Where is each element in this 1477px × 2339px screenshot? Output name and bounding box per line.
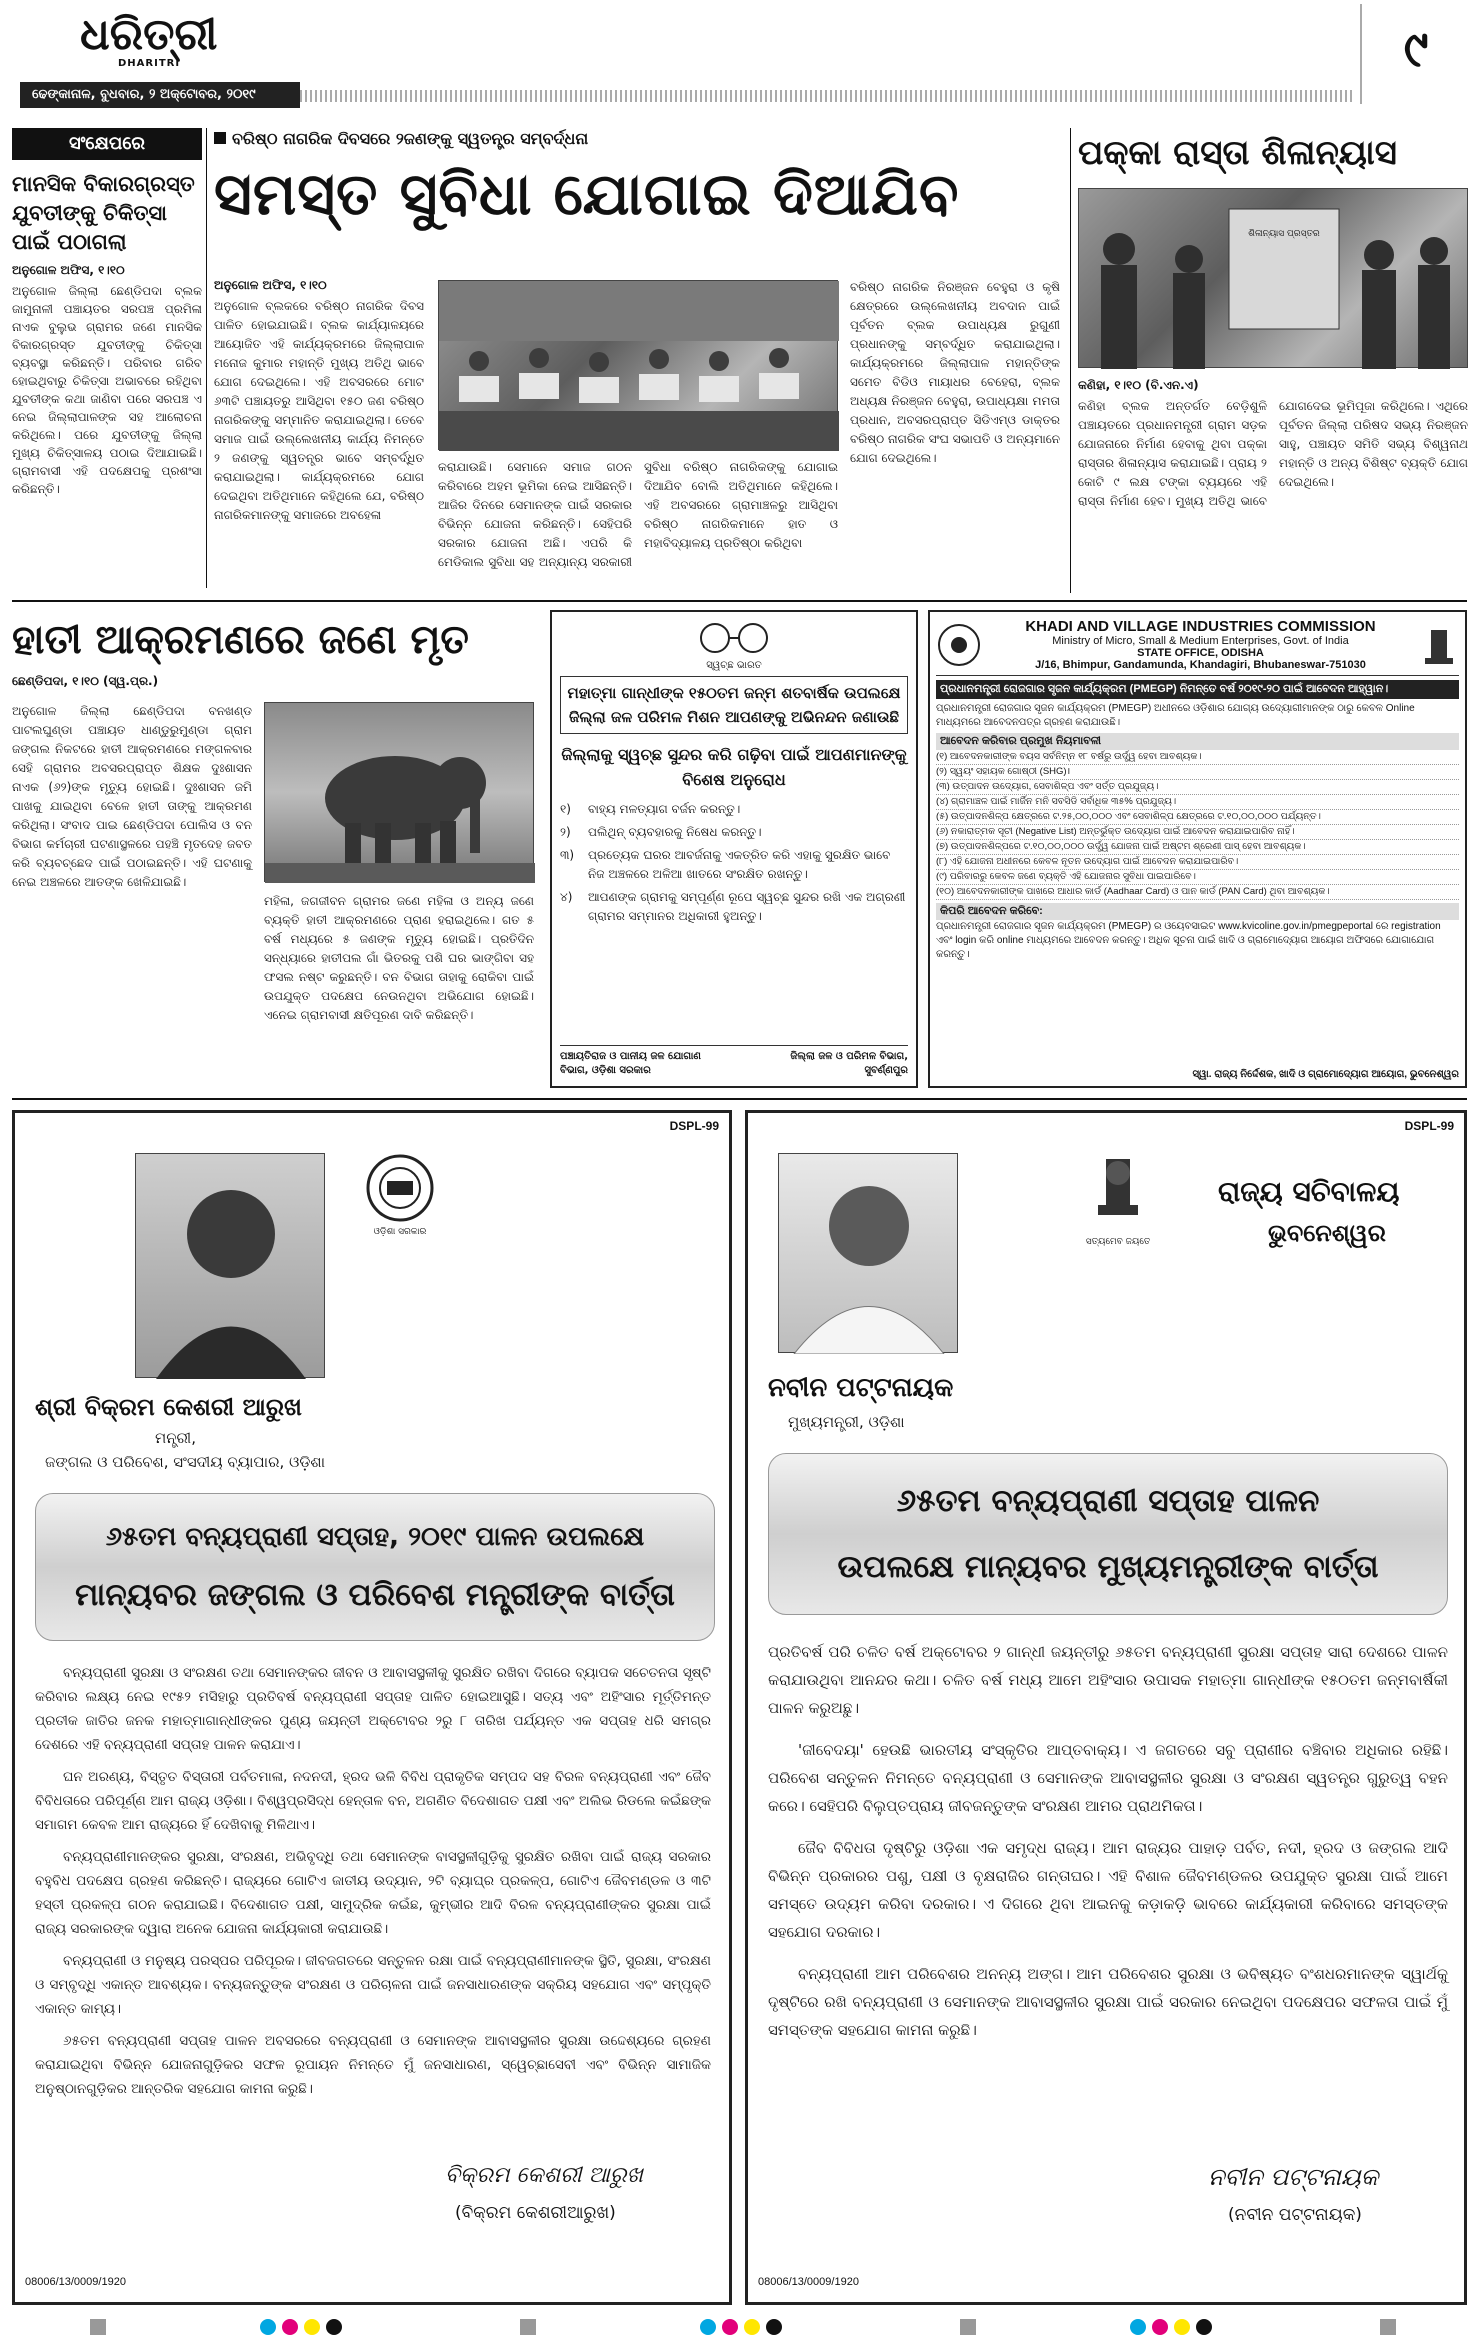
list-item [560, 888, 908, 926]
grey-block-icon [960, 2319, 976, 2335]
grey-block-icon [1380, 2319, 1396, 2335]
item-text: ଆପଣଙ୍କ ଗ୍ରାମକୁ ସମ୍ପୂର୍ଣ୍ଣ ରୂପେ ସ୍ୱଚ୍ଛ ସୁନ୍ଦର ରଖି ଏକ ଅଗ୍ରଣୀ ଗ୍ରାମର ସମ୍ମାନର ଅଧିକାରୀ ହୁଅନ୍ତୁ। [588, 890, 906, 923]
minister-banner [35, 1493, 715, 1641]
cyan-dot-icon [260, 2319, 276, 2335]
rule-item: (୪) ଗ୍ରାମାଞ୍ଚଳ ପାଇଁ ମାର୍ଜିନ ମନି ସବସିଡି ସର୍ବାଧିକ ୩୫% ପ୍ରଯୁଜ୍ୟ। [936, 795, 1459, 810]
cm-ad [745, 1110, 1467, 2305]
message-paragraph: ପ୍ରତିବର୍ଷ ପରି ଚଳିତ ବର୍ଷ ଅକ୍ଟୋବର ୨ ଗାନ୍ଧୀ ଜୟନ୍ତୀରୁ ୬୫ତମ ବନ୍ୟପ୍ରାଣୀ ସୁରକ୍ଷା ସପ୍ତାହ ସାରା ଦେଶରେ ପାଳନ କରାଯାଉଥିବା ଆନନ୍ଦର କଥା। ଚଳିତ ବର୍ଷ ମଧ୍ୟ ଆମେ ଅହିଂସାର ଉପାସକ ମହାତ୍ମା ଗାନ୍ଧୀଙ୍କ ୧୫୦ତମ ଜନ୍ମବାର୍ଷିକୀ ପାଳନ କରୁଅଛୁ। [768, 1643, 1448, 1717]
jal-logo-caption: ସ୍ୱଚ୍ଛ ଭାରତ [706, 660, 762, 671]
minister-banner-line2: ମାନ୍ୟବର ଜଙ୍ଗଲ ଓ ପରିବେଶ ମନ୍ତ୍ରୀଙ୍କ ବାର୍ତ୍ତା [75, 1577, 675, 1613]
cm-banner [768, 1453, 1448, 1615]
road-story [1078, 128, 1468, 593]
kvic-banner: ପ୍ରଧାନମନ୍ତ୍ରୀ ରୋଜଗାର ସୃଜନ କାର୍ଯ୍ୟକ୍ରମ (PMEGP) ନିମନ୍ତେ ବର୍ଷ ୨୦୧୯-୨୦ ପାଇଁ ଆବେଦନ ଆହ୍ୱାନ। [936, 680, 1459, 699]
brief-headline: ମାନସିକ ବିକାରଗ୍ରସ୍ତ ଯୁବତୀଙ୍କୁ ଚିକିତ୍ସା ପାଇଁ ପଠାଗଲା [12, 172, 195, 254]
kvic-ministry: Ministry of Micro, Small & Medium Enterprises, Govt. of India [1052, 635, 1349, 647]
kvic-header [936, 618, 1459, 676]
kicker-text: ବରିଷ୍ଠ ନାଗରିକ ଦିବସରେ ୨ଜଣଙ୍କୁ ସ୍ୱତନ୍ତ୍ର ସମ୍ବର୍ଦ୍ଧନା [232, 129, 589, 148]
kvic-rules-title: ଆବେଦନ କରିବାର ପ୍ରମୁଖ ନିୟମାବଳୀ [936, 733, 1459, 750]
kicker-square-icon [214, 132, 226, 144]
black-dot-icon [766, 2319, 782, 2335]
jal-subtitle: ଜିଲ୍ଲାକୁ ସ୍ୱଚ୍ଛ ସୁନ୍ଦର କରି ଗଢ଼ିବା ପାଇଁ ଆପଣମାନଙ୍କୁ ବିଶେଷ ଅନୁରୋଧ [561, 745, 907, 789]
crowd-illustration [439, 281, 839, 451]
kvic-rules [936, 750, 1459, 900]
main-col2-text: କରାଯାଉଛି। ସେମାନେ ସମାଜ ଗଠନ କରିବାରେ ଅହମ ଭୂମିକା ନେଇ ଆସିଛନ୍ତି। ଆଜିର ଦିନରେ ସେମାନଙ୍କ ପାଇଁ ସରକାର ବିଭିନ୍ନ ଯୋଜନା କରିଛନ୍ତି। ସେହିପରି ସରକାର ଯୋଜନା ଅଛି। ଏପରି କି ମେଡିକାଲ ସୁବିଧା ସହ ଅନ୍ୟାନ୍ୟ ସରକାରୀ ସୁବିଧା ବରିଷ୍ଠ ନାଗରିକଙ୍କୁ ଯୋଗାଇ ଦିଆଯିବ ବୋଲି ଅତିଥିମାନେ କହିଥିଲେ। ଏହି ଅବସରରେ ଗ୍ରାମାଞ୍ଚଳରୁ ଆସିଥିବା ବରିଷ୍ଠ ନାଗରିକମାନେ ହାତ ଓ ମହାବିଦ୍ୟାଳୟ ପ୍ରତିଷ୍ଠା କରିଥିବା [438, 460, 838, 569]
jal-title: ମହାତ୍ମା ଗାନ୍ଧୀଙ୍କ ୧୫୦ତମ ଜନ୍ମ ଶତବାର୍ଷିକ ଉପଲକ୍ଷେ ଜିଲ୍ଲା ଜଳ ପରିମଳ ମିଶନ ଆପଣଙ୍କୁ ଅଭିନନ୍ଦନ ଜଣାଉଛି [560, 676, 908, 734]
masthead-logo [80, 8, 250, 78]
logo-sub: DHARITRI [118, 58, 181, 69]
yellow-dot-icon [744, 2319, 760, 2335]
main-col3-text: ବରିଷ୍ଠ ନାଗରିକ ନିରଞ୍ଜନ ବେହୁରା ଓ କୃଷି କ୍ଷେତ୍ରରେ ଉଲ୍ଲେଖନୀୟ ଅବଦାନ ପାଇଁ ପୂର୍ବତନ ବ୍ଲକ ଉପାଧ୍ୟକ୍ଷ ରୁଗୁଣୀ ପ୍ରଧାନଙ୍କୁ ସମ୍ବର୍ଦ୍ଧିତ କରାଯାଇଥିଲା। କାର୍ଯ୍ୟକ୍ରମରେ ଜିଲ୍ଲାପାଳ ମହାନ୍ତିଙ୍କ ସମେତ ବିଡିଓ ମାୟାଧର ବେହେରା, ବ୍ଲକ ଅଧ୍ୟକ୍ଷ ନିରଞ୍ଜନ ବେହୁରା, ଉପାଧ୍ୟକ୍ଷା ମମତା ପ୍ରଧାନ, ଅବସରପ୍ରାପ୍ତ ସିଡିଏମ୍ଓ ଡାକ୍ତର ବରିଷ୍ଠ ନାଗରିକ ସଂଘ ସଭାପତି ଓ ଅନ୍ୟମାନେ ଯୋଗ ଦେଇଥିଲେ। [850, 280, 1060, 465]
cm-ref: 08006/13/0009/1920 [758, 2276, 859, 2288]
cyan-dot-icon [1130, 2319, 1146, 2335]
brief-dateline: ଅନୁଗୋଳ ଅଫିସ, ୧।୧୦ [12, 263, 125, 277]
elephant-col2 [264, 892, 534, 1025]
rule-item: (୭) ଉତ୍ପାଦନଶିଳ୍ପରେ ଟ.୧୦,୦୦,୦୦୦ ଉର୍ଦ୍ଧ୍ୱ ଯୋଜନା ପାଇଁ ଅଷ୍ଟମ ଶ୍ରେଣୀ ପାସ୍ ହେବା ଆବଶ୍ୟକ। [936, 840, 1459, 855]
kvic-address: J/16, Bhimpur, Gandamunda, Khandagiri, Bhubaneswar-751030 [1035, 659, 1366, 671]
road-headline: ପକ୍କା ରାସ୍ତା ଶିଳାନ୍ୟାସ [1078, 133, 1397, 173]
kvic-title: KHADI AND VILLAGE INDUSTRIES COMMISSION [1025, 618, 1376, 635]
message-paragraph: ବନ୍ୟପ୍ରାଣୀମାନଙ୍କର ସୁରକ୍ଷା, ସଂରକ୍ଷଣ, ଅଭିବୃଦ୍ଧି ତଥା ସେମାନଙ୍କ ବାସସ୍ଥଳୀଗୁଡ଼ିକୁ ସୁରକ୍ଷିତ ରଖିବା ପାଇଁ ରାଜ୍ୟ ସରକାର ବହୁବିଧ ପଦକ୍ଷେପ ଗ୍ରହଣ କରିଛନ୍ତି। ରାଜ୍ୟରେ ଗୋଟିଏ ଜାତୀୟ ଉଦ୍ୟାନ, ୨ଟି ବ୍ୟାଘ୍ର ପ୍ରକଳ୍ପ, ଗୋଟିଏ ଜୈବମଣ୍ଡଳ ଓ ୩ଟି ହସ୍ତୀ ପ୍ରକଳ୍ପ ଗଠନ କରାଯାଇଛି। ବିଦେଶାଗତ ପକ୍ଷୀ, ସାମୁଦ୍ରିକ କଇଁଛ, କୁମ୍ଭୀର ଆଦି ବିରଳ ବନ୍ୟପ୍ରାଣୀଙ୍କର ସୁରକ୍ଷା ପାଇଁ ରାଜ୍ୟ ସରକାରଙ୍କ ଦ୍ୱାରା ଅନେକ ଯୋଜନା କାର୍ଯ୍ୟକାରୀ କରାଯାଉଛି। [35, 1849, 711, 1937]
cm-photo [778, 1153, 958, 1353]
minister-ref: 08006/13/0009/1920 [25, 2276, 126, 2288]
black-dot-icon [1196, 2319, 1212, 2335]
rule-item: (୧୦) ଆବେଦନକାରୀଙ୍କ ପାଖରେ ଆଧାର କାର୍ଡ (Aadhaar Card) ଓ ପାନ କାର୍ଡ (PAN Card) ଥିବା ଆବଶ୍ୟକ। [936, 885, 1459, 900]
main-headline: ସମସ୍ତ ସୁବିଧା ଯୋଗାଇ ଦିଆଯିବ [214, 160, 960, 228]
dateline: ଢେଙ୍କାନାଳ, ବୁଧବାର, ୨ ଅକ୍ଟୋବର, ୨୦୧୯ [32, 87, 256, 102]
brief-section [12, 128, 202, 588]
main-col3 [850, 278, 1060, 468]
main-col2 [438, 458, 838, 572]
cm-designation: ମୁଖ୍ୟମନ୍ତ୍ରୀ, ଓଡ଼ିଶା [788, 1413, 905, 1431]
elephant-col2-text: ମହିଳା, ଜଗଜୀବନ ଗ୍ରାମର ଜଣେ ମହିଳା ଓ ଅନ୍ୟ ଜଣେ ବ୍ୟକ୍ତି ହାତୀ ଆକ୍ରମଣରେ ପ୍ରାଣ ହରାଇଥିଲେ। ଗତ ୫ ବର୍ଷ ମଧ୍ୟରେ ୫ ଜଣଙ୍କ ମୃତ୍ୟୁ ହୋଇଛି। ପ୍ରତିଦିନ ସନ୍ଧ୍ୟାରେ ହାତୀପଲ ଗାଁ ଭିତରକୁ ପଶି ଘର ଭାଙ୍ଗିବା ସହ ଫସଲ ନଷ୍ଟ କରୁଛନ୍ତି। ବନ ବିଭାଗ ତାହାକୁ ରୋକିବା ପାଇଁ ଉପଯୁକ୍ତ ପଦକ୍ଷେପ ନେଉନଥିବା ଅଭିଯୋଗ ହୋଇଛି। ଏନେଇ ଗ୍ରାମବାସୀ କ୍ଷତିପୂରଣ ଦାବି କରିଛନ୍ତି। [264, 894, 534, 1022]
cm-office-line2: ଭୁବନେଶ୍ୱର [1268, 1219, 1386, 1247]
rule-item: (୯) ପରିବାରରୁ କେବଳ ଜଣେ ବ୍ୟକ୍ତି ଏହି ଯୋଜନାର ସୁବିଧା ପାଇପାରିବେ। [936, 870, 1459, 885]
magenta-dot-icon [722, 2319, 738, 2335]
grey-block-icon [520, 2319, 536, 2335]
kvic-intro: ପ୍ରଧାନମନ୍ତ୍ରୀ ରୋଜଗାର ସୃଜନ କାର୍ଯ୍ୟକ୍ରମ (PMEGP) ଅଧୀନରେ ଓଡ଼ିଶାର ଯୋଗ୍ୟ ଉଦ୍ୟୋଗୀମାନଙ୍କ ଠାରୁ କେବଳ Online ମାଧ୍ୟମରେ ଆବେଦନପତ୍ର ଗ୍ରହଣ କରାଯାଉଛି। [936, 703, 1415, 728]
list-item [560, 846, 908, 884]
dateline-bar [20, 82, 300, 108]
yellow-dot-icon [1174, 2319, 1190, 2335]
logo-text: ଧରିତ୍ରୀ [80, 9, 218, 60]
list-item [560, 823, 908, 842]
ceremony-illustration [1079, 189, 1469, 369]
ashoka-emblem-icon [1419, 622, 1459, 668]
cyan-dot-icon [700, 2319, 716, 2335]
item-num: ୨) [560, 825, 571, 839]
emblem-text: ଓଡ଼ିଶା ସରକାର [373, 1227, 427, 1237]
masthead-band [300, 90, 1355, 102]
kvic-title-block [982, 618, 1419, 671]
message-paragraph: ୬୫ତମ ବନ୍ୟପ୍ରାଣୀ ସପ୍ତାହ ପାଳନ ଅବସରରେ ବନ୍ୟପ୍ରାଣୀ ଓ ସେମାନଙ୍କ ଆବାସସ୍ଥଳୀର ସୁରକ୍ଷା ଉଦ୍ଦେଶ୍ୟରେ ଗ୍ରହଣ କରାଯାଇଥିବା ବିଭିନ୍ନ ଯୋଜନାଗୁଡ଼ିକର ସଫଳ ରୂପାୟନ ନିମନ୍ତେ ମୁଁ ଜନସାଧାରଣ, ସ୍ୱେଚ୍ଛାସେବୀ ଏବଂ ବିଭିନ୍ନ ସାମାଜିକ ଅନୁଷ୍ଠାନଗୁଡ଼ିକର ଆନ୍ତରିକ ସହଯୋଗ କାମନା କରୁଛି। [35, 2033, 711, 2097]
print-registration-strip [0, 2315, 1477, 2339]
main-col1-text: ଅନୁଗୋଳ ବ୍ଲକରେ ବରିଷ୍ଠ ନାଗରିକ ଦିବସ ପାଳିତ ହୋଇଯାଇଛି। ବ୍ଲକ କାର୍ଯ୍ୟାଳୟରେ ଆୟୋଜିତ ଏହି କାର୍ଯ୍ୟକ୍ରମରେ ଜିଲ୍ଲାପାଳ ମନୋଜ କୁମାର ମହାନ୍ତି ମୁଖ୍ୟ ଅତିଥି ଭାବେ ଯୋଗ ଦେଇଥିଲେ। ଏହି ଅବସରରେ ମୋଟ ୬୩ଟି ପଞ୍ଚାୟତରୁ ଆସିଥିବା ୧୫୦ ଜଣ ବରିଷ୍ଠ ନାଗରିକଙ୍କୁ ସମ୍ମାନିତ କରାଯାଇଥିଲା। ତେବେ ସମାଜ ପାଇଁ ଉଲ୍ଲେଖନୀୟ କାର୍ଯ୍ୟ ନିମନ୍ତେ ୨ ଜଣଙ୍କୁ ସ୍ୱତନ୍ତ୍ର ଭାବେ ସମ୍ବର୍ଦ୍ଧିତ କରାଯାଇଥିଲା। କାର୍ଯ୍ୟକ୍ରମରେ ଯୋଗ ଦେଇଥିବା ଅତିଥିମାନେ କହିଥିଲେ ଯେ, ବରିଷ୍ଠ ନାଗରିକମାନଙ୍କୁ ସମାଜରେ ଅବହେଳା [214, 299, 424, 522]
message-paragraph: 'ଜୀବେଦୟା' ହେଉଛି ଭାରତୀୟ ସଂସ୍କୃତିର ଆପ୍ତବାକ୍ୟ। ଏ ଜଗତରେ ସବୁ ପ୍ରାଣୀର ବଞ୍ଚିବାର ଅଧିକାର ରହିଛି। ପରିବେଶ ସନ୍ତୁଳନ ନିମନ୍ତେ ବନ୍ୟପ୍ରାଣୀ ଓ ସେମାନଙ୍କ ଆବାସସ୍ଥଳୀର ସୁରକ୍ଷା ଓ ସଂରକ୍ଷଣ ସ୍ୱତନ୍ତ୍ର ଗୁରୁତ୍ୱ ବହନ କରେ। ସେହିପରି ବିଲୁପ୍ତପ୍ରାୟ ଜୀବଜନ୍ତୁଙ୍କ ସଂରକ୍ଷଣ ଆମର ପ୍ରାଥମିକତା। [768, 1741, 1448, 1815]
message-paragraph: ବନ୍ୟପ୍ରାଣୀ ଓ ମନୁଷ୍ୟ ପରସ୍ପର ପରିପୂରକ। ଜୀବଜଗତରେ ସନ୍ତୁଳନ ରକ୍ଷା ପାଇଁ ବନ୍ୟପ୍ରାଣୀମାନଙ୍କ ସ୍ଥିତି, ସୁରକ୍ଷା, ସଂରକ୍ଷଣ ଓ ସମ୍ବୃଦ୍ଧି ଏକାନ୍ତ ଆବଶ୍ୟକ। ବନ୍ୟଜନ୍ତୁଙ୍କ ସଂରକ୍ଷଣ ଓ ପରିଚାଳନା ପାଇଁ ଜନସାଧାରଣଙ୍କ ସକ୍ରିୟ ସହଯୋଗ ଏବଂ ସମ୍ପୃକ୍ତି ଏକାନ୍ତ କାମ୍ୟ। [35, 1953, 711, 2017]
india-emblem [1078, 1153, 1158, 1253]
item-num: ୩) [560, 848, 575, 862]
rule-item: (୮) ଏହି ଯୋଜନା ଅଧୀନରେ କେବଳ ନୂତନ ଉଦ୍ୟୋଗ ପାଇଁ ଆବେଦନ କରାଯାଇପାରିବ। [936, 855, 1459, 870]
magenta-dot-icon [282, 2319, 298, 2335]
minister-signature-name: (ବିକ୍ରମ କେଶରୀଆରୁଖ) [455, 2203, 616, 2223]
minister-banner-line1: ୬୫ତମ ବନ୍ୟପ୍ରାଣୀ ସପ୍ତାହ, ୨୦୧୯ ପାଳନ ଉପଲକ୍ଷେ [105, 1522, 645, 1552]
section-divider [12, 600, 1467, 602]
brief-body: ଅନୁଗୋଳ ଜିଲ୍ଲା ଛେଣ୍ଡିପଦା ବ୍ଲକ ଜାମୁନାଳୀ ପଞ୍ଚାୟତର ସରପଞ୍ଚ ପ୍ରମିଳା ନାଏକ ବୁଲୁଭ ଗ୍ରାମର ଜଣେ ମାନସିକ ବିକାରଗ୍ରସ୍ତ ଯୁବତୀଙ୍କୁ ଚିକିତ୍ସା ବ୍ୟବସ୍ଥା କରିଛନ୍ତି। ପରିବାର ଗରିବ ହୋଇଥିବାରୁ ଚିକିତ୍ସା ଅଭାବରେ ରହିଥିବା ଯୁବତୀଙ୍କ କଥା ଜାଣିବା ପରେ ସରପଞ୍ଚ ଏ ନେଇ ଜିଲ୍ଲାପାଳଙ୍କ ସହ ଆଲୋଚନା କରିଥିଲେ। ପରେ ଯୁବତୀଙ୍କୁ ଜିଲ୍ଲା ମୁଖ୍ୟ ଚିକିତ୍ସାଳୟ ପଠାଇ ଦିଆଯାଇଛି। ଗ୍ରାମବାସୀ ଏହି ପଦକ୍ଷେପକୁ ପ୍ରଶଂସା କରିଛନ୍ତି। [12, 284, 202, 496]
minister-ad-code: DSPL-99 [669, 1119, 719, 1133]
cm-office-line1: ରାଜ୍ୟ ସଚିବାଳୟ [1218, 1175, 1400, 1208]
brief-label: ସଂକ୍ଷେପରେ [12, 128, 202, 160]
rule-item: (୨) ସ୍ୱୟଂ ସହାୟକ ଗୋଷ୍ଠୀ (SHG)। [936, 765, 1459, 780]
cm-signature-name: (ନବୀନ ପଟ୍ଟନାୟକ) [1228, 2205, 1362, 2225]
column-divider [206, 128, 207, 588]
elephant-headline: ହାତୀ ଆକ୍ରମଣରେ ଜଣେ ମୃତ [12, 617, 469, 663]
main-story [214, 128, 1064, 593]
rule-item: (୧) ଆବେଦନକାରୀଙ୍କ ବୟସ ସର୍ବନିମ୍ନ ୧୮ ବର୍ଷରୁ ଉର୍ଦ୍ଧ୍ୱ ହେବା ଆବଶ୍ୟକ। [936, 750, 1459, 765]
message-paragraph: ବନ୍ୟପ୍ରାଣୀ ସୁରକ୍ଷା ଓ ସଂରକ୍ଷଣ ତଥା ସେମାନଙ୍କର ଜୀବନ ଓ ଆବାସସ୍ଥଳୀକୁ ସୁରକ୍ଷିତ ରଖିବା ଦିଗରେ ବ୍ୟାପକ ସଚେତନତା ସୃଷ୍ଟି କରିବାର ଲକ୍ଷ୍ୟ ନେଇ ୧୯୫୨ ମସିହାରୁ ପ୍ରତିବର୍ଷ ବନ୍ୟପ୍ରାଣୀ ସପ୍ତାହ ପାଳିତ ହୋଇଆସୁଛି। ସତ୍ୟ ଏବଂ ଅହିଂସାର ମୂର୍ତ୍ତିମନ୍ତ ପ୍ରତୀକ ଜାତିର ଜନକ ମହାତ୍ମାଗାନ୍ଧୀଙ୍କର ପୁଣ୍ୟ ଜୟନ୍ତୀ ଅକ୍ଟୋବର ୨ରୁ ୮ ତାରିଖ ପର୍ଯ୍ୟନ୍ତ ଏକ ସପ୍ତାହ ଧରି ସମଗ୍ର ଦେଶରେ ଏହି ବନ୍ୟପ୍ରାଣୀ ସପ୍ତାହ ପାଳନ କରାଯାଏ। [35, 1665, 711, 1753]
minister-designation1: ମନ୍ତ୍ରୀ, [155, 1429, 196, 1447]
minister-message [35, 1661, 711, 2109]
road-ceremony-photo [1078, 188, 1468, 368]
column-divider [1070, 128, 1071, 593]
cm-signature: ନବୀନ ପଟ୍ଟନାୟକ [1208, 2163, 1379, 2191]
item-text: ବାହ୍ୟ ମଳତ୍ୟାଗ ବର୍ଜନ କରନ୍ତୁ। [588, 802, 741, 816]
minister-photo [135, 1153, 325, 1378]
jal-footer-right: ଜିଲ୍ଲା ଜଳ ଓ ପରିମଳ ବିଭାଗ, ସୁବର୍ଣ୍ଣପୁର [790, 1051, 908, 1076]
elephant-photo [264, 702, 534, 882]
masthead [0, 0, 1477, 120]
cm-portrait [779, 1154, 959, 1354]
magenta-dot-icon [1152, 2319, 1168, 2335]
elephant-col1-text: ଅନୁଗୋଳ ଜିଲ୍ଲା ଛେଣ୍ଡିପଦା ବନଖଣ୍ଡ ପାଟଲଘୁଣ୍ଡା ପଞ୍ଚାୟତ ଧାଣ୍ଡୁରୁମୁଣ୍ଡା ଗ୍ରାମ ଜଙ୍ଗଲ ନିକଟରେ ହାତୀ ଆକ୍ରମଣରେ ମଙ୍ଗଳବାର ସେହି ଗ୍ରାମର ଅବସରପ୍ରାପ୍ତ ଶିକ୍ଷକ ଦୁଃଶାସନ ନାଏକ (୬୨)ଙ୍କ ମୃତ୍ୟୁ ହୋଇଛି। ଦୁଃଶାସନ ଜମି ପାଖକୁ ଯାଇଥିବା ବେଳେ ହାତୀ ତାଙ୍କୁ ଆକ୍ରମଣ କରିଥିଲା। ସଂବାଦ ପାଇ ଛେଣ୍ଡିପଦା ପୋଲିସ ଓ ବନ ବିଭାଗ କର୍ମଚାରୀ ଘଟଣାସ୍ଥଳରେ ପହଞ୍ଚି ମୃତଦେହ ଜବତ କରି ବ୍ୟବଚ୍ଛେଦ ପାଇଁ ପଠାଇଛନ୍ତି। ଏହି ଘଟଣାକୁ ନେଇ ଅଞ୍ଚଳରେ ଆତଙ୍କ ଖେଳିଯାଇଛି। [12, 704, 252, 889]
message-paragraph: ଜୈବ ବିବିଧତା ଦୃଷ୍ଟିରୁ ଓଡ଼ିଶା ଏକ ସମୃଦ୍ଧ ରାଜ୍ୟ। ଆମ ରାଜ୍ୟର ପାହାଡ଼ ପର୍ବତ, ନଦୀ, ହ୍ରଦ ଓ ଜଙ୍ଗଲ ଆଦି ବିଭିନ୍ନ ପ୍ରକାରର ପଶୁ, ପକ୍ଷୀ ଓ ବୃକ୍ଷରାଜିର ଗନ୍ତାଘର। ଏହି ବିଶାଳ ଜୈବମଣ୍ଡଳର ଉପଯୁକ୍ତ ସୁରକ୍ଷା ପାଇଁ ଆମେ ସମସ୍ତେ ଉଦ୍ୟମ କରିବା ଦରକାର। ଏ ଦିଗରେ ଥିବା ଆଇନକୁ କଡ଼ାକଡ଼ି ଭାବରେ କାର୍ଯ୍ୟକାରୀ କରିବାରେ ସମସ୍ତଙ୍କ ସହଯୋଗ ଦରକାର। [768, 1839, 1448, 1941]
message-paragraph: ବନ୍ୟପ୍ରାଣୀ ଆମ ପରିବେଶର ଅନନ୍ୟ ଅଙ୍ଗ। ଆମ ପରିବେଶର ସୁରକ୍ଷା ଓ ଭବିଷ୍ୟତ ବଂଶଧରମାନଙ୍କ ସ୍ୱାର୍ଥକୁ ଦୃଷ୍ଟିରେ ରଖି ବନ୍ୟପ୍ରାଣୀ ଓ ସେମାନଙ୍କ ଆବାସସ୍ଥଳୀର ସୁରକ୍ଷା ପାଇଁ ସରକାର ନେଇଥିବା ପଦକ୍ଷେପର ସଫଳତା ପାଇଁ ମୁଁ ସମସ୍ତଙ୍କ ସହଯୋଗ କାମନା କରୁଛି। [768, 1965, 1448, 2039]
jal-footer [560, 1045, 908, 1078]
main-dateline: ଅନୁଗୋଳ ଅଫିସ, ୧।୧୦ [214, 278, 327, 292]
item-num: ୪) [560, 890, 573, 904]
page-number: ୯ [1403, 20, 1429, 78]
cm-banner-line2: ଉପଲକ୍ଷେ ମାନ୍ୟବର ମୁଖ୍ୟମନ୍ତ୍ରୀଙ୍କ ବାର୍ତ୍ତା [837, 1549, 1379, 1585]
main-kicker [214, 128, 1064, 150]
list-item [560, 800, 908, 819]
kvic-how-title: କିପରି ଆବେଦନ କରିବେ: [936, 903, 1459, 920]
elephant-story [12, 610, 537, 1100]
item-text: ପଲିଥିନ୍ ବ୍ୟବହାରକୁ ନିଷେଧ କରନ୍ତୁ। [588, 825, 762, 839]
jal-footer-left: ପଞ୍ଚାୟତିରାଜ ଓ ପାନୀୟ ଜଳ ଯୋଗାଣ ବିଭାଗ, ଓଡ଼ିଶା ସରକାର [560, 1051, 701, 1076]
road-body-text: କଣିହା ବ୍ଲକ ଅନ୍ତର୍ଗତ ବେଡ଼ିଶୁଳି ପଞ୍ଚାୟତରେ ପ୍ରଧାନମନ୍ତ୍ରୀ ଗ୍ରାମ ସଡ଼କ ଯୋଜନାରେ ନିର୍ମାଣ ହେବାକୁ ଥିବା ପକ୍କା ରାସ୍ତାର ଶିଳାନ୍ୟାସ କରାଯାଇଛି। ପ୍ରାୟ ୨ କୋଟି ୯ ଲକ୍ଷ ଟଙ୍କା ବ୍ୟୟରେ ଏହି ରାସ୍ତା ନିର୍ମାଣ ହେବ। ମୁଖ୍ୟ ଅତିଥି ଭାବେ ଯୋଗଦେଇ ଭୂମିପୂଜା କରିଥିଲେ। ଏଥିରେ ପୂର୍ବତନ ଜିଲ୍ଲା ପରିଷଦ ସଭ୍ୟ ନିରଞ୍ଜନ ସାହୁ, ପଞ୍ଚାୟତ ସମିତି ସଭ୍ୟ ବିଶ୍ୱନାଥ ମହାନ୍ତି ଓ ଅନ୍ୟ ବିଶିଷ୍ଟ ବ୍ୟକ୍ତି ଯୋଗ ଦେଇଥିଲେ। [1078, 399, 1468, 508]
cm-ad-code: DSPL-99 [1404, 1119, 1454, 1133]
odisha-emblem-icon [365, 1153, 435, 1223]
ashoka-lion-emblem-icon [1088, 1153, 1148, 1233]
minister-portrait [136, 1154, 326, 1379]
minister-ad [12, 1110, 732, 2305]
senior-citizens-photo [438, 280, 838, 450]
jal-ad [550, 610, 918, 1088]
rule-item: (୩) ଉତ୍ପାଦନ ଉଦ୍ୟୋଗ, ସେବାଶିଳ୍ପ ଏବଂ ସର୍ତ୍ତ ପ୍ରଯୁଜ୍ୟ। [936, 780, 1459, 795]
black-dot-icon [326, 2319, 342, 2335]
kvic-office: STATE OFFICE, ODISHA [1137, 647, 1264, 659]
main-col1 [214, 278, 424, 525]
road-body [1078, 378, 1468, 511]
odisha-emblem [360, 1153, 440, 1243]
yellow-dot-icon [304, 2319, 320, 2335]
cm-message [768, 1638, 1448, 2058]
item-num: ୧) [560, 802, 571, 816]
rule-item: (୫) ଉତ୍ପାଦନଶିଳ୍ପ କ୍ଷେତ୍ରରେ ଟ.୨୫,୦୦,୦୦୦ ଏବଂ ସେବାଶିଳ୍ପ କ୍ଷେତ୍ରରେ ଟ.୧୦,୦୦,୦୦୦ ପର୍ଯ୍ୟନ୍ତ। [936, 810, 1459, 825]
elephant-col1 [12, 702, 252, 892]
elephant-illustration [265, 703, 535, 883]
kvic-logo-icon [936, 622, 982, 668]
cm-name: ନବୀନ ପଟ୍ଟନାୟକ [768, 1373, 954, 1403]
kvic-signatory: ସ୍ୱା. ରାଜ୍ୟ ନିର୍ଦ୍ଦେଶକ, ଖାଦି ଓ ଗ୍ରାମୋଦ୍ୟୋଗ ଆୟୋଗ, ଭୁବନେଶ୍ୱର [1192, 1069, 1459, 1080]
kvic-how-text: ପ୍ରଧାନମନ୍ତ୍ରୀ ରୋଜଗାର ସୃଜନ କାର୍ଯ୍ୟକ୍ରମ (PMEGP) ର ଓୟେବସାଇଟ www.kvicoline.gov.in/pmegpeportal ରେ registration ଏବଂ login କରି online ମାଧ୍ୟମରେ ଆବେଦନ କରନ୍ତୁ। ଅଧିକ ସୂଚନା ପାଇଁ ଖାଦି ଓ ଗ୍ରାମୋଦ୍ୟୋଗ ଆୟୋଗ ଅଫିସରେ ଯୋଗାଯୋଗ କରନ୍ତୁ। [936, 921, 1441, 960]
jal-logo [560, 620, 908, 676]
road-dateline: କଣିହା, ୧।୧୦ (ବି.ଏନ.ଏ) [1078, 378, 1199, 392]
message-paragraph: ଘନ ଅରଣ୍ୟ, ବିସ୍ତୃତ ବିସ୍ତାରୀ ପର୍ବତମାଳା, ନଦନଦୀ, ହ୍ରଦ ଭଳି ବିବିଧ ପ୍ରାକୃତିକ ସମ୍ପଦ ସହ ବିରଳ ବନ୍ୟପ୍ରାଣୀ ଏବଂ ଜୈବ ବିବିଧତାରେ ପରିପୂର୍ଣ୍ଣ ଆମ ରାଜ୍ୟ ଓଡ଼ିଶା। ବିଶ୍ୱପ୍ରସିଦ୍ଧ ହେନ୍ତାଳ ବନ, ଅଗଣିତ ବିଦେଶାଗତ ପକ୍ଷୀ ଏବଂ ଅଲିଭ ରିଡଲେ କଇଁଛଙ୍କ ସମାଗମ କେବଳ ଆମ ରାଜ୍ୟରେ ହିଁ ଦେଖିବାକୁ ମିଳିଥାଏ। [35, 1769, 711, 1833]
emblem-caption: ସତ୍ୟମେବ ଜୟତେ [1085, 1237, 1151, 1247]
minister-designation2: ଜଙ୍ଗଲ ଓ ପରିବେଶ, ସଂସଦୀୟ ବ୍ୟାପାର, ଓଡ଼ିଶା [45, 1453, 326, 1471]
kvic-ad [928, 610, 1467, 1088]
rule-item: (୬) ନକାରାତ୍ମକ ସୂଚୀ (Negative List) ଅନ୍ତର୍ଭୁକ୍ତ ଉଦ୍ୟୋଗ ପାଇଁ ଆବେଦନ କରାଯାଇପାରିବ ନାହିଁ। [936, 825, 1459, 840]
minister-signature: ବିକ୍ରମ କେଶରୀ ଆରୁଖ [445, 2163, 643, 2188]
page-number-box [1360, 4, 1470, 104]
elephant-dateline: ଛେଣ୍ଡିପଦା, ୧।୧୦ (ସ୍ୱ.ପ୍ର.) [12, 674, 159, 688]
swachh-bharat-glasses-icon [689, 620, 779, 656]
section-divider [12, 1098, 1467, 1100]
jal-items [560, 800, 908, 926]
minister-name: ଶ୍ରୀ ବିକ୍ରମ କେଶରୀ ଆରୁଖ [35, 1393, 303, 1421]
plaque-label: ଶିଳାନ୍ୟାସ ପ୍ରସ୍ତର [1248, 229, 1320, 239]
item-text: ପ୍ରତ୍ୟେକ ଘରର ଆବର୍ଜନାକୁ ଏକତ୍ରିତ କରି ଏହାକୁ ସୁରକ୍ଷିତ ଭାବେ ନିଜ ଅଞ୍ଚଳରେ ଅଳିଆ ଖାତରେ ସଂରକ୍ଷିତ ରଖନ୍ତୁ। [588, 848, 891, 881]
cm-banner-line1: ୬୫ତମ ବନ୍ୟପ୍ରାଣୀ ସପ୍ତାହ ପାଳନ [896, 1483, 1320, 1519]
grey-block-icon [90, 2319, 106, 2335]
